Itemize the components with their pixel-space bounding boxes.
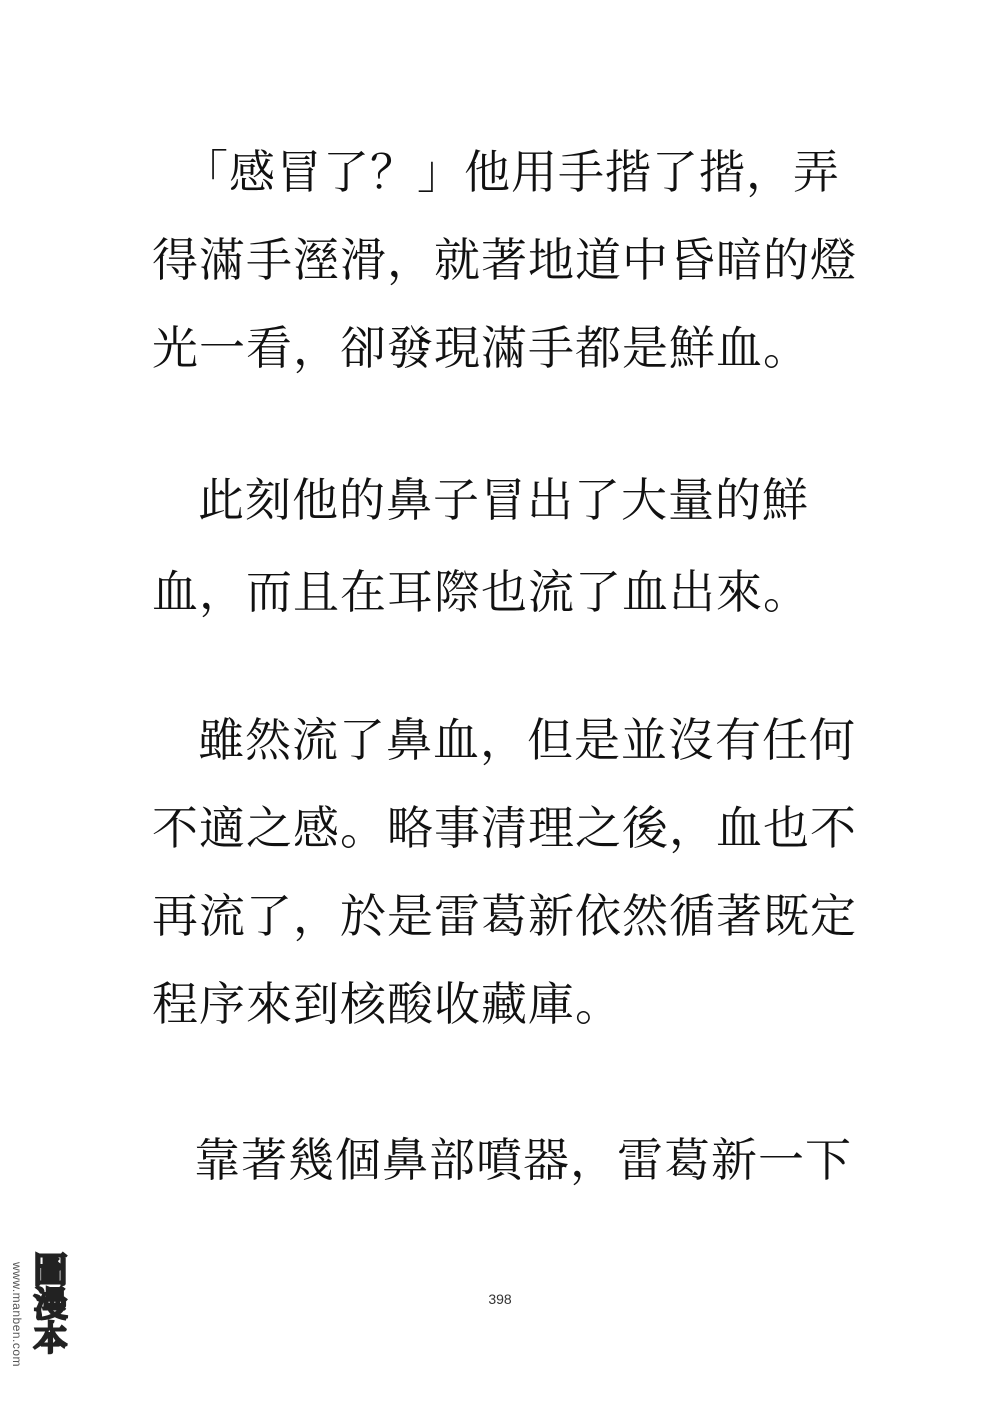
text-line: 再流了，於是雷葛新依然循著既定 — [152, 889, 857, 943]
text-line: 血，而且在耳際也流了血出來。 — [152, 565, 810, 619]
watermark-url: www.manben.com — [10, 1262, 24, 1368]
text-line: 靠著幾個鼻部噴器，雷葛新一下 — [194, 1133, 852, 1187]
text-line: 光一看，卻發現滿手都是鮮血。 — [152, 321, 810, 375]
text-line: 「感冒了？」他用手揩了揩，弄 — [182, 145, 840, 199]
text-line: 不適之感。略事清理之後，血也不 — [152, 801, 857, 855]
text-line: 雖然流了鼻血，但是並沒有任何 — [198, 713, 856, 767]
page-number: 398 — [488, 1291, 512, 1307]
text-line: 得滿手溼滑，就著地道中昏暗的燈 — [152, 233, 857, 287]
text-line: 程序來到核酸收藏庫。 — [152, 977, 622, 1031]
text-line: 此刻他的鼻子冒出了大量的鮮 — [198, 473, 809, 527]
watermark-logo: 圖漫本 — [27, 1252, 67, 1354]
